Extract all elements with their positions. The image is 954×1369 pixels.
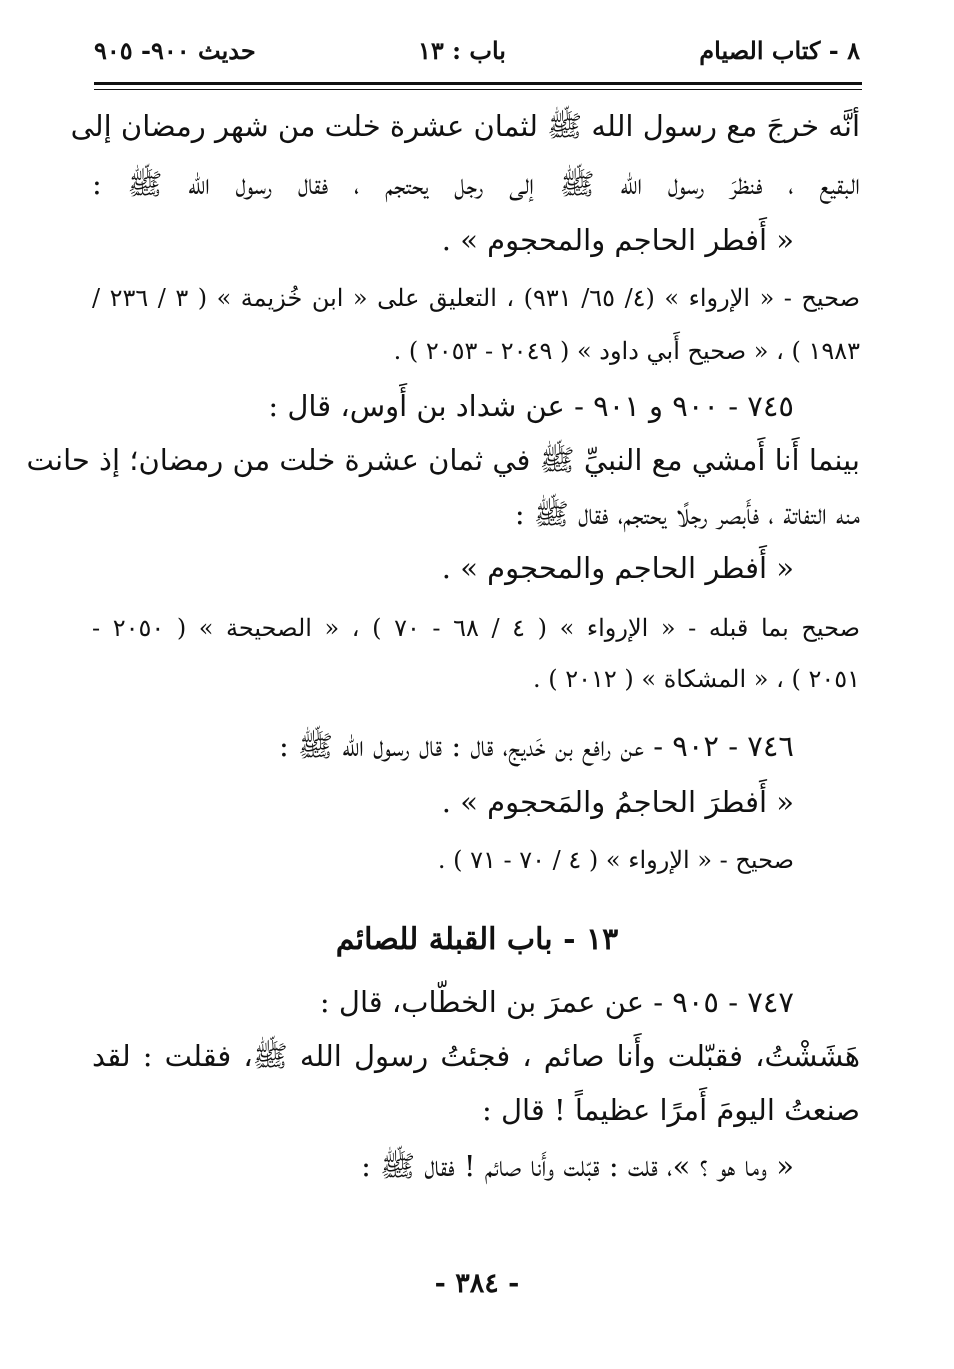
header-rule-thin [94, 89, 862, 90]
hadith-number-line: ٧٤٧ - ٩٠٥ - عن عمرَ بن الخطّاب، قال : [319, 985, 794, 1019]
section-heading: ١٣ - باب القبلة للصائم [335, 922, 619, 957]
text-line: صنعتُ اليومَ أَمرًا عظيماً ! قال : [481, 1093, 860, 1127]
hadith-number-line: ٧٤٥ - ٩٠٠ و ٩٠١ - عن شداد بن أَوس، قال : [268, 389, 794, 423]
text-line: أنَّه خرجَ مع رسول الله ﷺ لثمان عشرة خلت من شهر رمضان إلى [70, 109, 860, 143]
text-line: منه التفاتة ، فأَبصر رجلًا يحتجم، فقال ﷺ : [514, 497, 860, 531]
text-line: « أَفطر الحاجم والمحجوم » . [441, 551, 794, 585]
reference-line: ٢٠٥١ ) ، « المشكاة » ( ٢٠١٢ ) . [532, 665, 860, 693]
hadith-number-line: ٧٤٦ - ٩٠٢ - عن رافع بن خَديج، قال : قال رسول الله ﷺ : [279, 729, 794, 763]
reference-line: صحيح بما قبله - « الإرواء » ( ٤ / ٦٨ - ٧٠ ) ، « الصحيحة » ( ٢٠٥٠ - [92, 614, 861, 642]
text-line: « أَفطرَ الحاجمُ والمَحجوم » . [441, 785, 794, 819]
text-line: هَشَشْتُ، فقبّلت وأَنا صائم ، فجئتُ رسول الله ﷺ، فقلت : لقد [92, 1039, 860, 1073]
reference-line: صحيح - « الإرواء » (٤/ ٦٥/ ٩٣١) ، التعليق على « ابن خُزيمة » ( ٣ / ٢٣٦ / [92, 284, 860, 312]
page-number: - ٣٨٤ - [434, 1268, 520, 1299]
text-line: « أَفطر الحاجم والمحجوم » . [441, 223, 794, 257]
reference-line: ١٩٨٣ ) ، « صحيح أَبي داود » ( ٢٠٤٩ - ٢٠٥٣ ) . [393, 337, 860, 365]
text-line: البقيع ، فنظرَ رسول الله ﷺ إلى رجل يحتجم ، فقال رسول الله ﷺ : [92, 167, 860, 201]
hadith-range: حديث ٩٠٠- ٩٠٥ [94, 36, 256, 65]
text-line: بينما أَنا أَمشي مع النبيِّ ﷺ في ثمان عشرة خلت من رمضان؛ إذ حانت [26, 443, 860, 477]
header-rule-thick [94, 82, 862, 85]
text-line: « وما هو ؟ »، قلت : قبّلت وأَنا صائم ! فقال ﷺ : [361, 1149, 794, 1183]
bab-number: باب : ١٣ [418, 36, 506, 65]
reference-line: صحيح - « الإرواء » ( ٤ / ٧٠ - ٧١ ) . [437, 846, 794, 874]
chapter-title: ٨ - كتاب الصيام [699, 36, 860, 65]
